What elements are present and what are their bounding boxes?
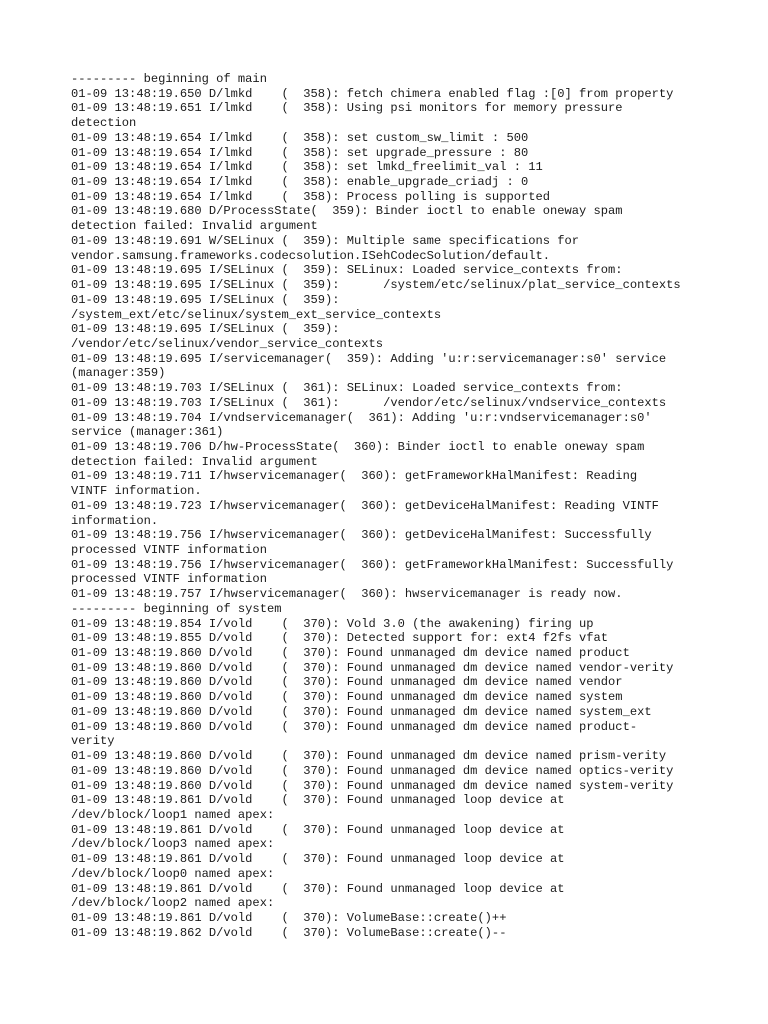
log-line: 01-09 13:48:19.703 I/SELinux ( 361): /vendor/etc/selinux/vndservice_contexts	[71, 395, 667, 410]
log-line: 01-09 13:48:19.756 I/hwservicemanager( 360): getFrameworkHalManifest: Successfully	[71, 557, 674, 572]
log-line: 01-09 13:48:19.860 D/vold ( 370): Found unmanaged dm device named product	[71, 646, 630, 661]
log-line: 01-09 13:48:19.695 I/SELinux ( 359):	[71, 292, 340, 307]
log-line: 01-09 13:48:19.654 I/lmkd ( 358): enable_upgrade_criadj : 0	[71, 175, 529, 190]
log-line: 01-09 13:48:19.861 D/vold ( 370): Found unmanaged loop device at	[71, 793, 565, 808]
log-line: 01-09 13:48:19.860 D/vold ( 370): Found unmanaged dm device named system	[71, 690, 623, 705]
log-line: 01-09 13:48:19.861 D/vold ( 370): VolumeBase::create()++	[71, 910, 507, 925]
log-line: /system_ext/etc/selinux/system_ext_service_contexts	[71, 307, 442, 322]
log-line: processed VINTF information	[71, 543, 267, 557]
log-line: 01-09 13:48:19.861 D/vold ( 370): Found unmanaged loop device at	[71, 881, 565, 896]
log-line: 01-09 13:48:19.756 I/hwservicemanager( 360): getDeviceHalManifest: Successfully	[71, 528, 652, 543]
log-line: 01-09 13:48:19.854 I/vold ( 370): Vold 3.0 (the awakening) firing up	[71, 616, 594, 631]
log-line: 01-09 13:48:19.651 I/lmkd ( 358): Using psi monitors for memory pressure	[71, 101, 623, 116]
log-line: 01-09 13:48:19.695 I/SELinux ( 359): SELinux: Loaded service_contexts from:	[71, 263, 623, 278]
log-line: --------- beginning of main	[71, 72, 267, 86]
log-line: 01-09 13:48:19.861 D/vold ( 370): Found unmanaged loop device at	[71, 852, 565, 867]
log-line: 01-09 13:48:19.862 D/vold ( 370): VolumeBase::create()--	[71, 925, 507, 940]
log-line: (manager:359)	[71, 366, 166, 381]
log-line: 01-09 13:48:19.704 I/vndservicemanager( 361): Adding 'u:r:vndservicemanager:s0'	[71, 410, 652, 425]
log-line: verity	[71, 734, 115, 749]
log-line: /dev/block/loop0 named apex:	[71, 866, 275, 881]
log-line: 01-09 13:48:19.654 I/lmkd ( 358): set upgrade_pressure : 80	[71, 145, 529, 160]
log-text	[71, 72, 701, 940]
log-line: 01-09 13:48:19.706 D/hw-ProcessState( 360): Binder ioctl to enable oneway spam	[71, 439, 645, 454]
log-line: 01-09 13:48:19.757 I/hwservicemanager( 360): hwservicemanager is ready now.	[71, 587, 623, 602]
log-line: 01-09 13:48:19.654 I/lmkd ( 358): set custom_sw_limit : 500	[71, 130, 529, 145]
log-line: processed VINTF information	[71, 572, 267, 587]
log-line: vendor.samsung.frameworks.codecsolution.ISehCodecSolution/default.	[71, 248, 550, 263]
log-line: detection failed: Invalid argument	[71, 219, 318, 234]
log-line: 01-09 13:48:19.860 D/vold ( 370): Found unmanaged dm device named system_ext	[71, 704, 652, 719]
log-line: 01-09 13:48:19.861 D/vold ( 370): Found unmanaged loop device at	[71, 822, 565, 837]
log-line: 01-09 13:48:19.855 D/vold ( 370): Detected support for: ext4 f2fs vfat	[71, 631, 609, 646]
log-line: 01-09 13:48:19.723 I/hwservicemanager( 360): getDeviceHalManifest: Reading VINTF	[71, 498, 659, 513]
log-line: information.	[71, 513, 159, 528]
log-line: /vendor/etc/selinux/vendor_service_contexts	[71, 336, 384, 351]
log-line: 01-09 13:48:19.680 D/ProcessState( 359): Binder ioctl to enable oneway spam	[71, 204, 623, 219]
log-line: 01-09 13:48:19.711 I/hwservicemanager( 360): getFrameworkHalManifest: Reading	[71, 469, 638, 484]
log-line: 01-09 13:48:19.650 D/lmkd ( 358): fetch chimera enabled flag :[0] from property	[71, 86, 674, 101]
log-line: 01-09 13:48:19.695 I/SELinux ( 359):	[71, 322, 340, 337]
log-line: 01-09 13:48:19.860 D/vold ( 370): Found unmanaged dm device named system-verity	[71, 778, 674, 793]
log-line: 01-09 13:48:19.703 I/SELinux ( 361): SELinux: Loaded service_contexts from:	[71, 381, 623, 396]
log-line: 01-09 13:48:19.691 W/SELinux ( 359): Multiple same specifications for	[71, 233, 580, 248]
log-line: 01-09 13:48:19.654 I/lmkd ( 358): set lmkd_freelimit_val : 11	[71, 160, 543, 175]
log-line: /dev/block/loop1 named apex:	[71, 807, 275, 822]
log-line: 01-09 13:48:19.860 D/vold ( 370): Found unmanaged dm device named optics-verity	[71, 763, 674, 778]
log-line: detection	[71, 116, 137, 131]
log-line: service (manager:361)	[71, 425, 224, 440]
log-line: VINTF information.	[71, 484, 202, 499]
log-line: 01-09 13:48:19.860 D/vold ( 370): Found unmanaged dm device named vendor-verity	[71, 660, 674, 675]
log-line: 01-09 13:48:19.695 I/servicemanager( 359): Adding 'u:r:servicemanager:s0' service	[71, 351, 667, 366]
log-line: /dev/block/loop3 named apex:	[71, 837, 275, 852]
log-line: detection failed: Invalid argument	[71, 454, 318, 469]
log-line: /dev/block/loop2 named apex:	[71, 896, 275, 911]
log-line: 01-09 13:48:19.860 D/vold ( 370): Found unmanaged dm device named prism-verity	[71, 749, 667, 764]
log-line: 01-09 13:48:19.654 I/lmkd ( 358): Process polling is supported	[71, 189, 550, 204]
log-line: 01-09 13:48:19.860 D/vold ( 370): Found unmanaged dm device named product-	[71, 719, 638, 734]
log-line: 01-09 13:48:19.860 D/vold ( 370): Found unmanaged dm device named vendor	[71, 675, 623, 690]
log-line: --------- beginning of system	[71, 601, 282, 616]
log-line: 01-09 13:48:19.695 I/SELinux ( 359): /system/etc/selinux/plat_service_contexts	[71, 278, 681, 293]
